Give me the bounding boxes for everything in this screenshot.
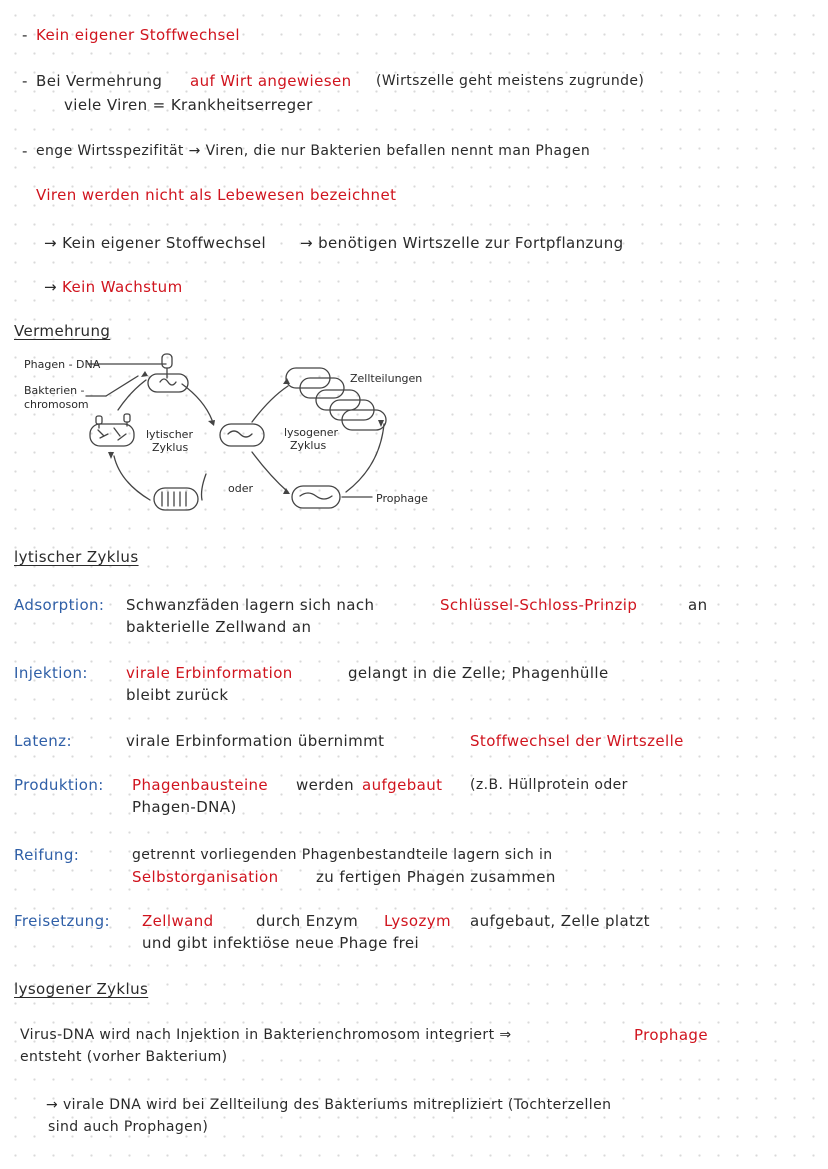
- text-production-line2: Phagen-DNA): [132, 798, 237, 816]
- infected-bacterium-top: [148, 354, 188, 392]
- note-needs-host: → benötigen Wirtszelle zur Fortpflanzung: [300, 234, 624, 252]
- text-production-example: (z.B. Hüllprotein oder: [470, 777, 628, 793]
- text-by-enzyme: durch Enzym: [256, 912, 359, 930]
- term-injection: Injektion:: [14, 664, 88, 682]
- note-not-living: Viren werden nicht als Lebewesen bezeichnet: [36, 186, 397, 204]
- label-cell-divisions: Zellteilungen: [350, 372, 423, 385]
- lysed-bacterium: [154, 488, 198, 510]
- bullet-dash: -: [22, 142, 28, 160]
- arrow: →: [44, 278, 57, 296]
- leader-line: [106, 376, 138, 396]
- text-injection: gelangt in die Zelle; Phagenhülle: [348, 664, 609, 682]
- label-lytic-cycle-line2: Zyklus: [152, 441, 189, 454]
- bullet-dash: -: [22, 26, 28, 44]
- text-phage-components: Phagenbausteine: [132, 776, 269, 794]
- text-production-werden: werden: [296, 776, 355, 794]
- term-production: Produktion:: [14, 776, 104, 794]
- note-no-growth: Kein Wachstum: [62, 278, 183, 296]
- label-lysogenic-cycle-line2: Zyklus: [290, 439, 327, 452]
- term-maturation: Reifung:: [14, 846, 80, 864]
- section-heading-lysogenic-cycle: lysogener Zyklus: [14, 980, 149, 998]
- text-maturation: getrennt vorliegenden Phagenbestandteile lagern sich in: [132, 847, 553, 863]
- text-built: aufgebaut: [362, 776, 443, 794]
- text-host-metabolism: Stoffwechsel der Wirtszelle: [470, 732, 684, 750]
- label-lytic-cycle-line1: lytischer: [146, 428, 193, 441]
- text-release-line2: und gibt infektiöse neue Phage frei: [142, 934, 420, 952]
- bullet-dash: -: [22, 72, 28, 90]
- note-no-metabolism-arrow: → Kein eigener Stoffwechsel: [44, 234, 267, 252]
- text-adsorption-end: an: [688, 596, 708, 614]
- text-lysozyme: Lysozym: [384, 912, 452, 930]
- text-lysogenic-integration: Virus-DNA wird nach Injektion in Bakterienchromosom integriert ⇒: [20, 1027, 512, 1043]
- arrow-lysogenic-2: [252, 452, 288, 492]
- text-maturation-line2: zu fertigen Phagen zusammen: [316, 868, 556, 886]
- text-lysogenic-replication-line2: sind auch Prophagen): [48, 1119, 209, 1135]
- host-bacterium-center: [220, 424, 264, 446]
- label-lysogenic-cycle-line1: lysogener: [284, 426, 339, 439]
- phage-assembly-bacterium: [90, 414, 134, 446]
- text-lysogenic-integration-line2: entsteht (vorher Bakterium): [20, 1049, 228, 1065]
- note-host-cell-dies: (Wirtszelle geht meistens zugrunde): [376, 73, 645, 89]
- text-injection-line2: bleibt zurück: [126, 686, 229, 704]
- text-release: aufgebaut, Zelle platzt: [470, 912, 650, 930]
- text-adsorption-line2: bakterielle Zellwand an: [126, 618, 312, 636]
- label-bacterial-chromosome-line2: chromosom: [24, 398, 89, 411]
- arrow-lytic-4: [118, 380, 146, 410]
- text-lysogenic-replication: → virale DNA wird bei Zellteilung des Bakteriums mitrepliziert (Tochterzellen: [46, 1097, 612, 1113]
- term-latency: Latenz:: [14, 732, 72, 750]
- text-prophage: Prophage: [634, 1026, 708, 1044]
- arrow-lysogenic-1: [252, 386, 288, 422]
- text-self-organisation: Selbstorganisation: [132, 868, 279, 886]
- note-no-metabolism: Kein eigener Stoffwechsel: [36, 26, 240, 44]
- text-cell-wall: Zellwand: [142, 912, 214, 930]
- label-or: oder: [228, 482, 254, 495]
- text-latency: virale Erbinformation übernimmt: [126, 732, 385, 750]
- text-viral-genome: virale Erbinformation: [126, 664, 293, 682]
- arrow-lytic-2: [202, 474, 207, 500]
- note-pathogens: viele Viren = Krankheitserreger: [64, 96, 313, 114]
- label-phage-dna: Phagen - DNA: [24, 358, 101, 371]
- section-heading-reproduction: Vermehrung: [14, 322, 111, 340]
- label-prophage: Prophage: [376, 492, 428, 505]
- term-release: Freisetzung:: [14, 912, 110, 930]
- arrow-lytic-3: [114, 456, 150, 500]
- text-lock-key-principle: Schlüssel-Schloss-Prinzip: [440, 596, 638, 614]
- arrow-lytic-1: [182, 384, 212, 420]
- label-bacterial-chromosome-line1: Bakterien -: [24, 384, 85, 397]
- note-reproduction: Bei Vermehrung: [36, 72, 163, 90]
- term-adsorption: Adsorption:: [14, 596, 105, 614]
- note-host-dependent: auf Wirt angewiesen: [190, 72, 352, 90]
- prophage-bacterium: [292, 486, 340, 508]
- text-adsorption: Schwanzfäden lagern sich nach: [126, 596, 375, 614]
- note-host-specificity: enge Wirtsspezifität → Viren, die nur Bakterien befallen nennt man Phagen: [36, 143, 591, 159]
- arrow-lysogenic-3: [346, 424, 384, 492]
- section-heading-lytic-cycle: lytischer Zyklus: [14, 548, 139, 566]
